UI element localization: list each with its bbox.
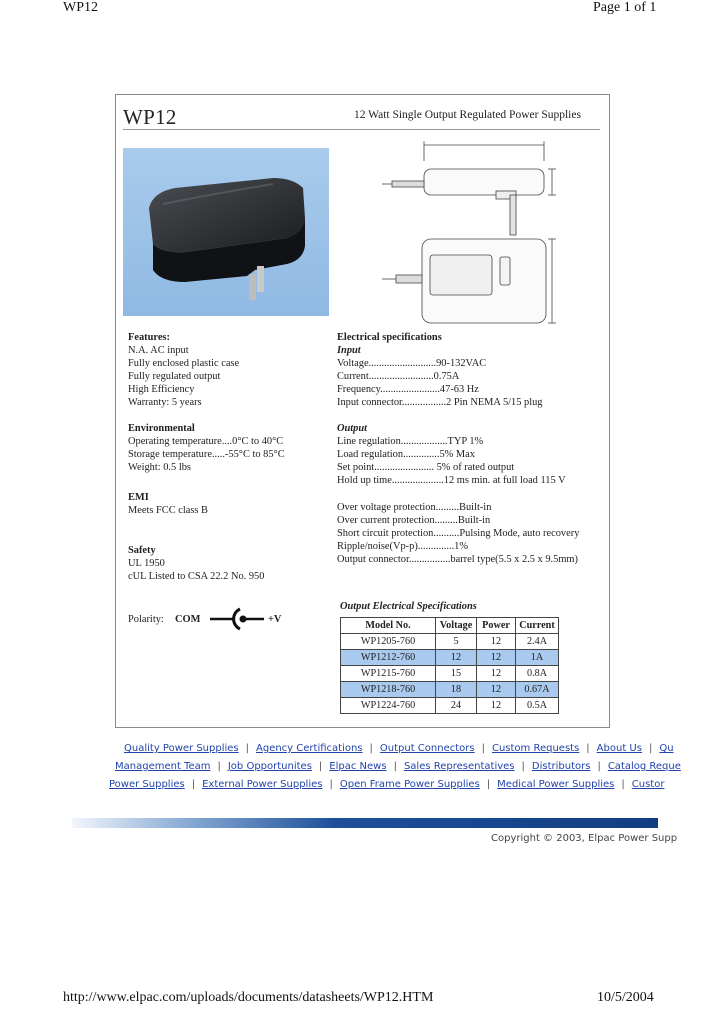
cell-voltage: 5 xyxy=(436,634,477,650)
output-line: Over voltage protection.........Built-in xyxy=(337,501,492,513)
page-url: http://www.elpac.com/uploads/documents/datasheets/WP12.HTM xyxy=(63,990,434,1005)
table-row xyxy=(341,650,559,666)
safety-line: UL 1950 xyxy=(128,558,165,570)
product-photo xyxy=(123,148,329,316)
feature-line: N.A. AC input xyxy=(128,345,189,357)
cell-current: 0.5A xyxy=(516,698,559,714)
environmental-section xyxy=(128,422,285,474)
output-heading: Output xyxy=(337,423,368,434)
output-line: Load regulation..............5% Max xyxy=(337,449,475,461)
output-section xyxy=(337,422,579,566)
environmental-line: Weight: 0.5 lbs xyxy=(128,462,191,474)
feature-line: Fully regulated output xyxy=(128,371,221,383)
page-date: 10/5/2004 xyxy=(597,990,654,1005)
safety-line: cUL Listed to CSA 22.2 No. 950 xyxy=(128,571,265,583)
col-header-voltage: Voltage xyxy=(436,618,477,634)
product-subtitle: 12 Watt Single Output Regulated Power Supplies xyxy=(354,109,581,121)
col-header-current: Current xyxy=(516,618,559,634)
nav-link-medical-power-supplies[interactable]: Medical Power Supplies xyxy=(497,779,615,790)
table-row xyxy=(341,666,559,682)
cell-voltage: 24 xyxy=(436,698,477,714)
nav-separator: | xyxy=(586,743,590,754)
safety-heading: Safety xyxy=(128,545,156,556)
nav-link-power-supplies[interactable]: Power Supplies xyxy=(109,779,185,790)
features-heading: Features: xyxy=(128,332,170,343)
emi-section xyxy=(128,491,208,517)
environmental-line: Storage temperature.....-55°C to 85°C xyxy=(128,449,285,461)
table-header-row xyxy=(341,618,559,634)
nav-row-1 xyxy=(124,743,674,754)
output-line: Short circuit protection..........Pulsing Mode, auto recovery xyxy=(337,527,580,539)
nav-separator: | xyxy=(648,743,653,754)
nav-separator: | xyxy=(393,761,397,772)
product-title: WP12 xyxy=(123,105,177,129)
nav-separator: | xyxy=(245,743,249,754)
nav-link-job-opportunites[interactable]: Job Opportunites xyxy=(227,761,312,772)
features-section xyxy=(128,331,239,410)
nav-separator: | xyxy=(481,743,485,754)
input-line: Input connector.................2 Pin NEMA 5/15 plug xyxy=(337,397,543,409)
emi-line: Meets FCC class B xyxy=(128,505,208,517)
nav-separator: | xyxy=(369,743,373,754)
cell-current: 2.4A xyxy=(516,634,559,650)
nav-link-elpac-news[interactable]: Elpac News xyxy=(329,761,387,772)
page-number: Page 1 of 1 xyxy=(593,0,657,15)
output-line: Hold up time....................12 ms min. at full load 115 V xyxy=(337,475,566,487)
footer-gradient-bar xyxy=(72,818,658,828)
nav-separator: | xyxy=(191,779,196,790)
copyright-text: Copyright © 2003, Elpac Power Supp xyxy=(491,833,678,844)
nav-separator: | xyxy=(318,761,323,772)
col-header-power: Power xyxy=(477,618,516,634)
nav-link-open-frame-power-supplies[interactable]: Open Frame Power Supplies xyxy=(339,779,480,790)
cell-power: 12 xyxy=(477,698,516,714)
cell-power: 12 xyxy=(477,634,516,650)
output-spec-table xyxy=(340,617,559,714)
safety-section xyxy=(128,544,264,583)
feature-line: Fully enclosed plastic case xyxy=(128,358,240,370)
table-row xyxy=(341,682,559,698)
output-line: Output connector................barrel type(5.5 x 2.5 x 9.5mm) xyxy=(337,553,578,565)
col-header-model: Model No. xyxy=(341,618,436,634)
output-line: Ripple/noise(Vp-p)..............1% xyxy=(337,540,469,552)
dimension-drawing xyxy=(374,135,574,335)
nav-link-about-us[interactable]: About Us xyxy=(596,743,642,754)
cell-voltage: 15 xyxy=(436,666,477,682)
cell-power: 12 xyxy=(477,666,516,682)
nav-link-quality-power-supplies[interactable]: Quality Power Supplies xyxy=(124,743,239,754)
nav-row-2 xyxy=(115,761,681,772)
nav-link-management-team[interactable]: Management Team xyxy=(115,761,211,772)
nav-row-3 xyxy=(109,779,664,790)
electrical-heading: Electrical specifications xyxy=(337,332,442,343)
environmental-line: Operating temperature....0°C to 40°C xyxy=(128,436,284,448)
emi-heading: EMI xyxy=(128,492,149,503)
nav-link-custom-requests[interactable]: Custom Requests xyxy=(491,743,580,754)
nav-link-qu[interactable]: Qu xyxy=(659,743,674,754)
cell-current: 0.67A xyxy=(516,682,559,698)
input-line: Voltage..........................90-132VAC xyxy=(337,358,487,370)
nav-link-output-connectors[interactable]: Output Connectors xyxy=(379,743,475,754)
feature-line: Warranty: 5 years xyxy=(128,397,202,409)
output-line: Line regulation..................TYP 1% xyxy=(337,436,484,448)
nav-separator: | xyxy=(597,761,601,772)
table-row xyxy=(341,698,559,714)
polarity-label: Polarity: xyxy=(128,614,164,625)
table-row xyxy=(341,634,559,650)
nav-link-custom[interactable]: Custor xyxy=(631,779,665,790)
polarity-com: COM xyxy=(175,614,201,625)
output-line xyxy=(337,487,579,500)
input-heading: Input xyxy=(337,345,361,357)
nav-separator: | xyxy=(521,761,525,772)
cell-current: 1A xyxy=(516,650,559,666)
cell-model: WP1215-760 xyxy=(341,666,436,682)
nav-link-distributors[interactable]: Distributors xyxy=(531,761,591,772)
cell-model: WP1224-760 xyxy=(341,698,436,714)
cell-power: 12 xyxy=(477,682,516,698)
nav-separator: | xyxy=(217,761,221,772)
datasheet-panel xyxy=(115,94,610,728)
nav-link-agency-certifications[interactable]: Agency Certifications xyxy=(256,743,363,754)
electrical-section xyxy=(337,331,543,410)
cell-power: 12 xyxy=(477,650,516,666)
cell-model: WP1218-760 xyxy=(341,682,436,698)
cell-model: WP1212-760 xyxy=(341,650,436,666)
polarity-plus: +V xyxy=(268,614,282,625)
nav-separator: | xyxy=(486,779,491,790)
title-divider xyxy=(123,129,600,130)
cell-voltage: 12 xyxy=(436,650,477,666)
polarity-symbol-icon xyxy=(208,603,266,635)
nav-link-external-power-supplies[interactable]: External Power Supplies xyxy=(202,779,323,790)
input-line: Frequency.......................47-63 Hz xyxy=(337,384,479,396)
nav-separator: | xyxy=(329,779,333,790)
environmental-heading: Environmental xyxy=(128,423,195,434)
page-header-title: WP12 xyxy=(63,0,98,15)
nav-link-sales-representatives[interactable]: Sales Representatives xyxy=(403,761,515,772)
feature-line: High Efficiency xyxy=(128,384,195,396)
nav-link-catalog-request[interactable]: Catalog Reque xyxy=(607,761,681,772)
input-line: Current.........................0.75A xyxy=(337,371,460,383)
nav-separator: | xyxy=(621,779,625,790)
table-caption: Output Electrical Specifications xyxy=(340,601,477,612)
cell-current: 0.8A xyxy=(516,666,559,682)
output-line: Over current protection.........Built-in xyxy=(337,514,491,526)
cell-model: WP1205-760 xyxy=(341,634,436,650)
cell-voltage: 18 xyxy=(436,682,477,698)
output-line: Set point....................... 5% of rated output xyxy=(337,462,515,474)
